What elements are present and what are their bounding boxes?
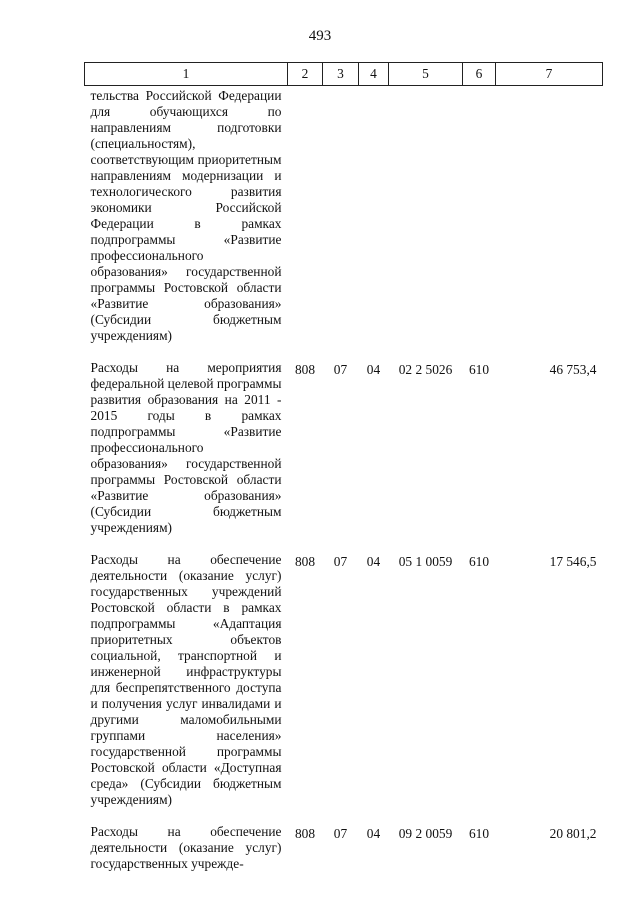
ministry-code: 808 (294, 362, 316, 377)
column-header-3: 3 (323, 63, 359, 86)
expense-type-code: 610 (468, 826, 490, 841)
section-code: 07 (333, 826, 348, 841)
subsection-code (359, 86, 389, 359)
column-header-7: 7 (496, 63, 603, 86)
column-header-2: 2 (288, 63, 323, 86)
subsection-code: 04 (366, 554, 381, 569)
table-row (85, 86, 603, 359)
target-article-code (389, 86, 463, 359)
amount-value: 46 753,4 (549, 362, 597, 377)
subsection-code: 04 (366, 826, 381, 841)
table-row (85, 358, 603, 550)
row-description: Расходы на обеспечение деятельности (оказание услуг) государственных учрежде- (90, 824, 282, 871)
table-header-row (85, 63, 603, 86)
row-description: Расходы на мероприятия федеральной целевой программы развития образования на 2011 - 2015 годы в рамках подпрограммы «Развитие профессионального образования» государственной программы Ростовской области «Развитие образования» (Субсидии бюджетным учреждениям) (90, 360, 282, 535)
table-row (85, 550, 603, 822)
row-description: Расходы на обеспечение деятельности (оказание услуг) государственных учреждений Ростовской области в рамках подпрограммы «Адаптация приоритетных объектов социальной, транспортной и инженерной инфраструктуры для беспрепятственного доступа и получения услуг инвалидами и другими маломобильными группами населения» государственной программы Ростовской области «Доступная среда» (Субсидии бюджетным учреждениям) (90, 552, 282, 807)
expense-type-code: 610 (468, 554, 490, 569)
ministry-code: 808 (294, 826, 316, 841)
subsection-code: 04 (366, 362, 381, 377)
column-header-1: 1 (85, 63, 288, 86)
section-code: 07 (333, 362, 348, 377)
expense-type-code: 610 (468, 362, 490, 377)
amount-value: 17 546,5 (549, 554, 597, 569)
expense-type-code (463, 86, 496, 359)
section-code (323, 86, 359, 359)
target-article-code: 02 2 5026 (398, 362, 453, 377)
page-number: 493 (308, 28, 332, 44)
ministry-code (288, 86, 323, 359)
column-header-4: 4 (359, 63, 389, 86)
target-article-code: 05 1 0059 (398, 554, 453, 569)
amount-value: 20 801,2 (549, 826, 597, 841)
target-article-code: 09 2 0059 (398, 826, 453, 841)
ministry-code: 808 (294, 554, 316, 569)
table-row (85, 822, 603, 886)
column-header-5: 5 (389, 63, 463, 86)
row-description: тельства Российской Федерации для обучающихся по направлениям подготовки (специальностям), соответствующим приоритетным направлениям модернизации и технологического развития экономики Российской Федерации в рамках подпрограммы «Развитие профессионального образования» государственной программы Ростовской области «Развитие образования» (Субсидии бюджетным учреждениям) (90, 88, 282, 343)
column-header-6: 6 (463, 63, 496, 86)
budget-table (84, 62, 603, 886)
section-code: 07 (333, 554, 348, 569)
amount-value (496, 86, 603, 359)
